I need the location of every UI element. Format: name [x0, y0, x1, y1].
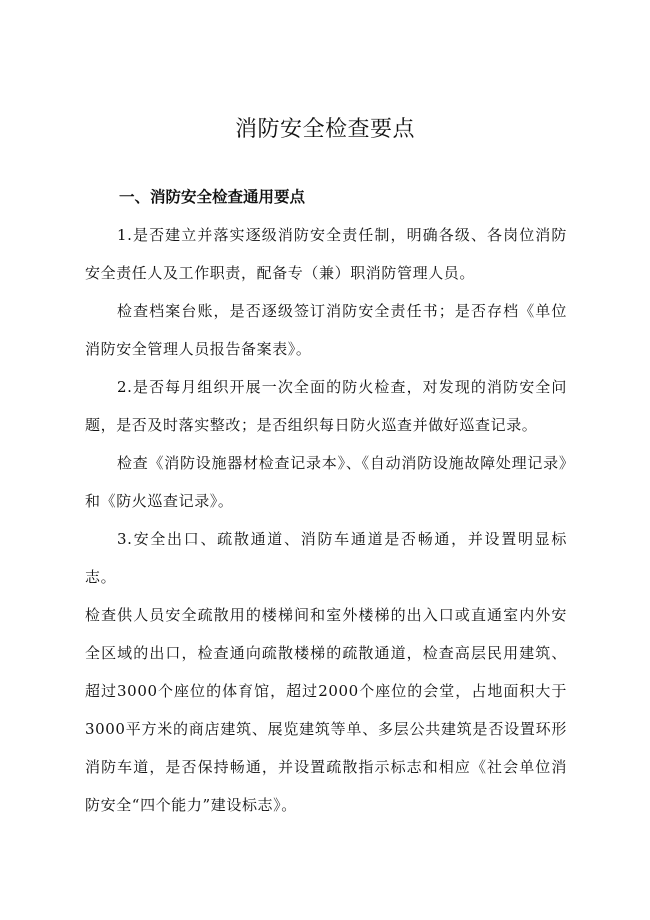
paragraph-item-1: 1.是否建立并落实逐级消防安全责任制，明确各级、各岗位消防安全责任人及工作职责，配备专（兼）职消防管理人员。: [85, 226, 567, 282]
paragraph-item-3: 3.安全出口、疏散通道、消防车通道是否畅通，并设置明显标志。: [85, 530, 567, 586]
document-body: [85, 178, 567, 824]
paragraph-item-2: 2.是否每月组织开展一次全面的防火检查，对发现的消防安全问题，是否及时落实整改；是否组织每日防火巡查并做好巡查记录。: [85, 378, 567, 434]
section-heading: 一、消防安全检查通用要点: [119, 188, 306, 206]
paragraph-check-3: 检查供人员安全疏散用的楼梯间和室外楼梯的出入口或直通室内外安全区域的出口，检查通向疏散楼梯的疏散通道，检查高层民用建筑、超过3000个座位的体育馆，超过2000个座位的会堂，占地面积大于3000平方米的商店建筑、展览建筑等单、多层公共建筑是否设置环形消防车道，是否保持畅通，并设置疏散指示标志和相应《社会单位消防安全“四个能力”建设标志》。: [85, 606, 567, 814]
paragraph-check-2: 检查《消防设施器材检查记录本》、《自动消防设施故障处理记录》和《防火巡查记录》。: [85, 454, 567, 510]
document-title: 消防安全检查要点: [234, 117, 415, 142]
paragraph-check-1: 检查档案台账，是否逐级签订消防安全责任书；是否存档《单位消防安全管理人员报告备案表》。: [85, 302, 567, 358]
